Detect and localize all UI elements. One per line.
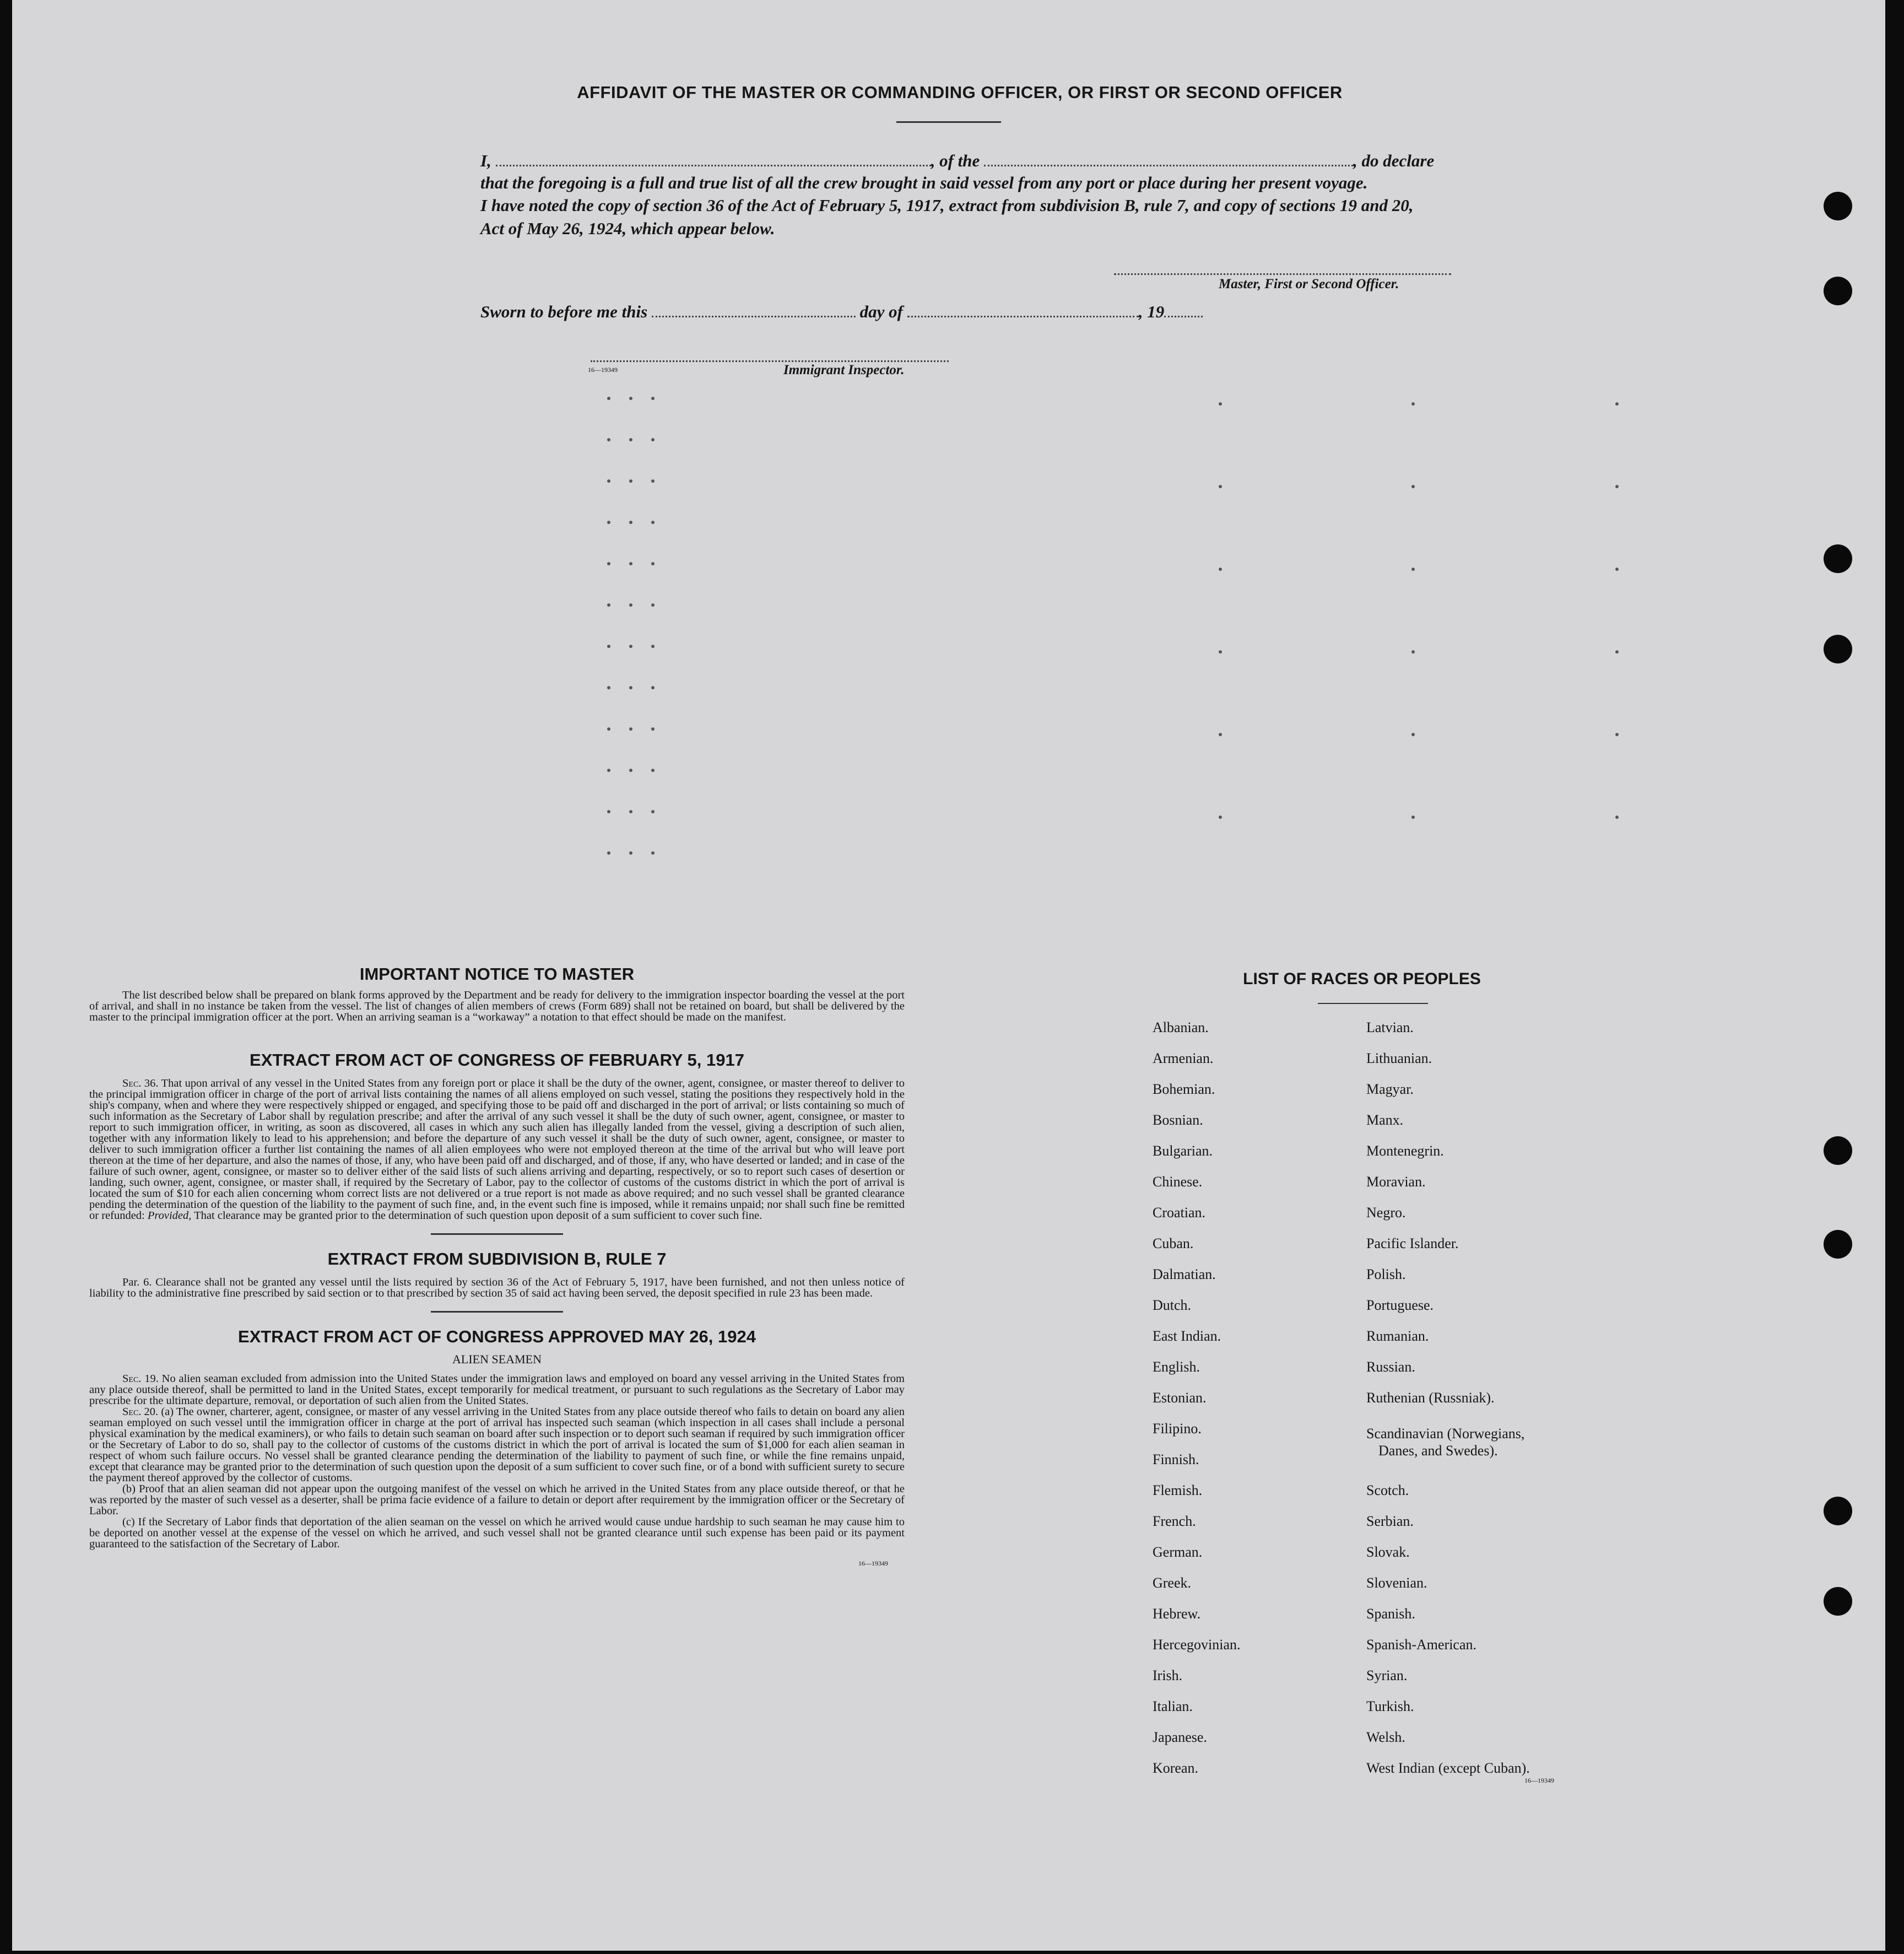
race-item: Croatian.: [1153, 1205, 1206, 1221]
race-item: Ruthenian (Russniak).: [1366, 1390, 1495, 1406]
race-item: Danes, and Swedes).: [1378, 1443, 1498, 1459]
punch-hole-icon: [1824, 1497, 1852, 1525]
day-of-text: day of: [859, 302, 903, 321]
race-item: Polish.: [1366, 1266, 1406, 1282]
race-item: Lithuanian.: [1366, 1050, 1432, 1066]
race-item: Chinese.: [1153, 1174, 1203, 1190]
race-item: Estonian.: [1153, 1390, 1207, 1406]
sec36-end: That clearance may be granted prior to the determination of such question upon deposit of a sum sufficient to cover such fine.: [194, 1210, 762, 1222]
race-item: East Indian.: [1153, 1328, 1221, 1344]
inspector-signature-line[interactable]: [591, 358, 949, 362]
affidavit-line-4: Act of May 26, 1924, which appear below.: [480, 219, 775, 238]
race-item: Bohemian.: [1153, 1081, 1215, 1097]
race-item: Dalmatian.: [1153, 1266, 1216, 1282]
race-item: Portuguese.: [1366, 1297, 1434, 1313]
month-blank[interactable]: [907, 314, 1139, 317]
sec20a-body: (a) The owner, charterer, agent, consignee, or master of any vessel arriving in the United States from any place outside thereof who fails to detain on board any alien seaman employed on such vessel until the immigration officer in charge at the port of arrival has inspected such seaman (which inspection in all cases shall include a personal physical examination by the medical examiners), or who fails to detain such seaman on board after such inspection or to deport such seaman if required by such immigration officer or the Secretary of Labor to do so, shall pay to the collector of customs of the customs district in which the port of arrival is located the sum of $1,000 for each alien seaman in respect of whom such failure occurs. No vessel shall be granted clearance pending the determination of the liability to payment of such fine, or while the fine remains unpaid, except that clearance may be granted prior to the determination of such question upon the deposit of a sum sufficient to cover such fine, or of a bond with sufficient surety to secure the payment thereof approved by the collector of customs.: [89, 1406, 905, 1484]
name-blank[interactable]: [496, 163, 931, 166]
sec20b-text: (b) Proof that an alien seaman did not appear upon the outgoing manifest of the vessel on which he arrived in the United States from any place outside thereof, or that he was reported by the master of such vessel as a deserter, shall be prima facie evidence of a failure to detain or deport after requirement by the immigration officer or the Secretary of Labor.: [89, 1483, 905, 1517]
race-item: Latvian.: [1366, 1019, 1414, 1035]
race-item: Finnish.: [1153, 1451, 1199, 1467]
race-item: Slovak.: [1366, 1544, 1410, 1560]
race-item: West Indian (except Cuban).: [1366, 1760, 1530, 1776]
race-item: Dutch.: [1153, 1297, 1192, 1313]
vessel-blank[interactable]: [984, 163, 1353, 166]
affidavit-line-2: that the foregoing is a full and true list of all the crew brought in said vessel from any port or place during her present voyage.: [480, 173, 1368, 192]
sec36-label: Sec. 36.: [122, 1077, 159, 1089]
race-item: Magyar.: [1366, 1081, 1414, 1097]
day-blank[interactable]: [652, 314, 856, 317]
race-item: Bosnian.: [1153, 1112, 1203, 1128]
sec20-label: Sec. 20.: [122, 1406, 159, 1418]
race-item: Spanish-American.: [1366, 1637, 1477, 1653]
race-item: Syrian.: [1366, 1667, 1408, 1683]
sec36-body: That upon arrival of any vessel in the United States from any foreign port or place it shall be the duty of the owner, agent, consignee, or master thereof to deliver to the principal immigration officer in charge of the port of arrival lists containing the names of all aliens employed on such vessel, stating the positions they respectively hold in the ship's company, when and where they were respectively shipped or engaged, and specifying those to be paid off and discharged in the port of arrival; or lists containing so much of such information as the Secretary of Labor shall by regulation prescribe; and after the arrival of any such vessel it shall be the duty of such owner, agent, consignee, or master to report to such immigration officer, in writing, as soon as discovered, all cases in which any such alien has illegally landed from the vessel, giving a description of such alien, together with any information likely to lead to his apprehension; and before the departure of any such vessel it shall be the duty of such owner, agent, consignee, or master to deliver to such immigration officer a further list containing the names of all alien employees who were not employed thereon at the time of the arrival but who will leave port thereon at the time of her departure, and also the names of those, if any, who have been paid off and discharged, and of those, if any, who have deserted or landed; and in case of the failure of such owner, agent, consignee, or master so to deliver either of the said lists of such aliens arriving and departing, respectively, or so to report such cases of desertion or landing, such owner, agent, consignee, or master shall, if required by the Secretary of Labor, pay to the collector of customs of the customs district in which the port of arrival is located the sum of $10 for each alien concerning whom correct lists are not delivered or a true report is not made as above required; and no such vessel shall be granted clearance pending the determination of the question of the liability to the payment of such fine, and, in the event such fine is imposed, while it remains unpaid; nor shall such fine be remitted or refunded:: [89, 1077, 905, 1222]
form-code-left: 16—19349: [858, 1559, 888, 1567]
races-rule: [1318, 1003, 1428, 1004]
affidavit-line-1: [480, 151, 1472, 171]
affidavit-text-declare: , do declare: [1353, 151, 1435, 170]
punch-hole-icon: [1824, 544, 1852, 573]
provided-word: Provided,: [147, 1210, 192, 1222]
race-item: Irish.: [1153, 1667, 1183, 1683]
sec19-label: Sec. 19.: [122, 1373, 159, 1385]
race-item: Bulgarian.: [1153, 1143, 1213, 1159]
race-item: Turkish.: [1366, 1698, 1414, 1714]
inspector-label: Immigrant Inspector.: [783, 363, 905, 377]
year-blank[interactable]: [1164, 314, 1203, 317]
sec19-body: No alien seaman excluded from admission into the United States under the immigration laws and employed on board any vessel arriving in the United States from any place outside thereof, shall be permitted to land in the United States, except temporarily for medical treatment, or pursuant to such regulations as the Secretary of Labor may prescribe for the ultimate departure, removal, or deportation of such alien from the United States.: [89, 1373, 905, 1407]
affidavit-line-3: I have noted the copy of section 36 of the Act of February 5, 1917, extract from subdivision B, rule 7, and copy of sections 19 and 20,: [480, 196, 1414, 215]
master-label: Master, First or Second Officer.: [1219, 277, 1399, 292]
race-item: Manx.: [1366, 1112, 1404, 1128]
race-item: Montenegrin.: [1366, 1143, 1444, 1159]
race-item: Russian.: [1366, 1359, 1415, 1375]
notice-text: The list described below shall be prepared on blank forms approved by the Department and be ready for delivery to the immigration inspector boarding the vessel at the port of arrival, and shall in no instance be taken from the vessel. The list of changes of alien members of crews (Form 689) shall not be retained on board, but shall be delivered by the master to the principal immigration officer at the port. When an arriving seaman is a “workaway” a notation to that effect should be made on the manifest.: [89, 989, 905, 1023]
extract-1917-text: [89, 1078, 905, 1221]
race-item: Rumanian.: [1366, 1328, 1429, 1344]
race-item: Scandinavian (Norwegians,: [1366, 1426, 1525, 1442]
race-item: Spanish.: [1366, 1606, 1415, 1622]
race-item: Negro.: [1366, 1205, 1406, 1221]
race-item: Albanian.: [1153, 1019, 1209, 1035]
extract-rule7-title: EXTRACT FROM SUBDIVISION B, RULE 7: [327, 1249, 667, 1269]
punch-hole-icon: [1824, 635, 1852, 663]
master-signature-line[interactable]: [1114, 271, 1451, 275]
bleed-through-dots: [607, 397, 1709, 920]
extract-1924-title: EXTRACT FROM ACT OF CONGRESS APPROVED MAY 26, 1924: [238, 1327, 756, 1346]
race-item: Filipino.: [1153, 1421, 1202, 1437]
punch-hole-icon: [1824, 192, 1852, 220]
race-item: Cuban.: [1153, 1235, 1194, 1251]
sec19-text: [89, 1373, 905, 1406]
extract-rule7-text: Par. 6. Clearance shall not be granted any vessel until the lists required by section 36 of the Act of February 5, 1917, have been furnished, and not then unless notice of liability to the administrative fine prescribed by said section or to that prescribed by section 35 of said act having been served, the deposit specified in rule 23 has been made.: [89, 1276, 905, 1299]
race-item: Korean.: [1153, 1760, 1199, 1776]
affidavit-text-i: I,: [480, 151, 491, 170]
alien-seamen-heading: ALIEN SEAMEN: [452, 1352, 542, 1366]
race-item: Italian.: [1153, 1698, 1193, 1714]
race-item: Welsh.: [1366, 1729, 1405, 1745]
section-rule-1: [431, 1233, 563, 1235]
punch-hole-icon: [1824, 1587, 1852, 1616]
form-code-right: 16—19349: [1524, 1777, 1554, 1784]
document-page: [12, 0, 1885, 1951]
affidavit-title: AFFIDAVIT OF THE MASTER OR COMMANDING OFFICER, OR FIRST OR SECOND OFFICER: [577, 83, 1343, 102]
title-rule: [896, 121, 1001, 123]
race-item: Pacific Islander.: [1366, 1235, 1459, 1251]
race-item: French.: [1153, 1513, 1196, 1529]
race-item: Greek.: [1153, 1575, 1192, 1591]
race-item: Japanese.: [1153, 1729, 1207, 1745]
sworn-text: Sworn to before me this: [480, 302, 648, 321]
sec20a-text: [89, 1406, 905, 1483]
races-title: LIST OF RACES OR PEOPLES: [1243, 970, 1481, 988]
form-code-top: 16—19349: [588, 366, 618, 374]
punch-hole-icon: [1824, 1136, 1852, 1165]
race-item: Serbian.: [1366, 1513, 1414, 1529]
section-rule-2: [431, 1311, 563, 1313]
sec20c-text: (c) If the Secretary of Labor finds that deportation of the alien seaman on the vessel on which he arrived would cause undue hardship to such seaman he may cause him to be deported on another vessel at the expense of the vessel on which he arrived, and such vessel shall not be granted clearance until such expense has been paid or its payment guaranteed to the satisfaction of the Secretary of Labor.: [89, 1516, 905, 1550]
race-item: Armenian.: [1153, 1050, 1214, 1066]
extract-1917-title: EXTRACT FROM ACT OF CONGRESS OF FEBRUARY 5, 1917: [250, 1050, 744, 1070]
year-prefix: , 19: [1138, 302, 1165, 321]
race-item: English.: [1153, 1359, 1200, 1375]
punch-hole-icon: [1824, 1230, 1852, 1259]
race-item: Scotch.: [1366, 1482, 1409, 1498]
punch-hole-icon: [1824, 277, 1852, 305]
affidavit-text-of-the: , of the: [931, 151, 980, 170]
race-item: Moravian.: [1366, 1174, 1426, 1190]
race-item: German.: [1153, 1544, 1203, 1560]
race-item: Flemish.: [1153, 1482, 1203, 1498]
race-item: Hercegovinian.: [1153, 1637, 1241, 1653]
race-item: Slovenian.: [1366, 1575, 1427, 1591]
notice-column: [89, 964, 905, 1568]
notice-title: IMPORTANT NOTICE TO MASTER: [359, 964, 635, 984]
race-item: Hebrew.: [1153, 1606, 1201, 1622]
sworn-line: [480, 302, 1472, 322]
